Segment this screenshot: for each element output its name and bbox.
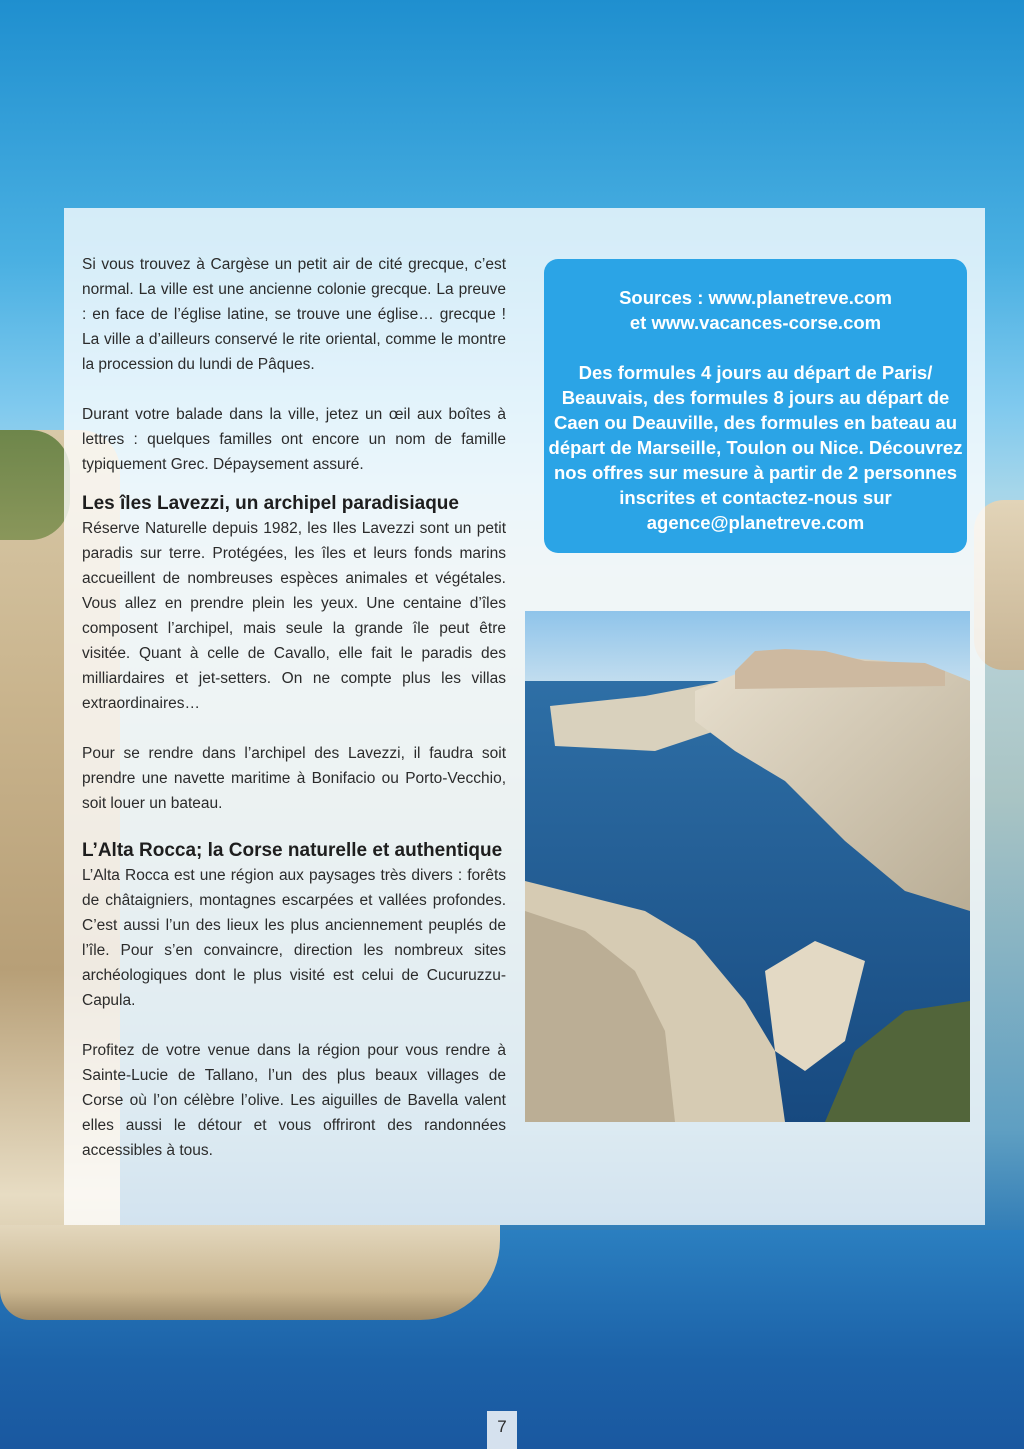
sources-line-2: et www.vacances-corse.com bbox=[629, 312, 882, 333]
left-column bbox=[82, 252, 506, 1163]
background-vegetation bbox=[0, 430, 70, 540]
info-box bbox=[544, 259, 967, 553]
background-rock-bottom bbox=[0, 1225, 500, 1320]
sources-text bbox=[544, 285, 967, 335]
paragraph-alta-rocca: L’Alta Rocca est une région aux paysages très divers : forêts de châtaigniers, montagnes escarpées et vallées profondes. C’est aussi l’un des lieux les plus anciennement peuplés de l’île. Pour s’en convaincre, direction les nombreux sites archéologiques dont le plus visité est celui de Cucuruzzu-Capula. bbox=[82, 867, 506, 1009]
page-number: 7 bbox=[487, 1411, 517, 1449]
paragraph-cargese: Si vous trouvez à Cargèse un petit air de cité grecque, c’est normal. La ville est une ancienne colonie grecque. La preuve : en face de l’église latine, se trouve une église… grecque ! La ville a d’ailleurs conservé le rite oriental, comme le montre la procession du lundi de Pâques. bbox=[82, 256, 506, 373]
bonifacio-cliffs-photo bbox=[525, 611, 970, 1122]
paragraph-sainte-lucie: Profitez de votre venue dans la région pour vous rendre à Sainte-Lucie de Tallano, l’un des plus beaux villages de Corse où l’on célèbre l’olive. Les aiguilles de Bavella valent elles aussi le détour et vous offriront des randonnées accessibles à tous. bbox=[82, 1042, 506, 1159]
paragraph-lavezzi-access: Pour se rendre dans l’archipel des Lavezzi, il faudra soit prendre une navette maritime à Bonifacio ou Porto-Vecchio, soit louer un bateau. bbox=[82, 745, 506, 812]
paragraph-boites-lettres: Durant votre balade dans la ville, jetez un œil aux boîtes à lettres : quelques familles ont encore un nom de famille typiquement Grec. Dépaysement assuré. bbox=[82, 406, 506, 473]
heading-alta-rocca: L’Alta Rocca; la Corse naturelle et authentique bbox=[82, 840, 503, 861]
sources-line-1: Sources : www.planetreve.com bbox=[619, 287, 892, 308]
paragraph-lavezzi: Réserve Naturelle depuis 1982, les Iles Lavezzi sont un petit paradis sur terre. Protégées, les îles et leurs fonds marins accueillent de nombreuses espèces animales et végétales. Vous allez en prendre plein les yeux. Une centaine d’îles composent l’archipel, mais seule la grande île peut être visitée. Quant à celle de Cavallo, elle fait le paradis des milliardaires et jet-setters. On ne compte plus les villas extraordinaires… bbox=[82, 520, 506, 712]
heading-lavezzi: Les îles Lavezzi, un archipel paradisiaque bbox=[82, 493, 459, 514]
offer-text: Des formules 4 jours au départ de Paris/ Beauvais, des formules 8 jours au départ de Caen ou Deauville, des formules en bateau au départ de Marseille, Toulon ou Nice. Découvrez nos offres sur mesure à partir de 2 personnes inscrites et contactez-nous sur agence@planetreve.com bbox=[548, 362, 963, 533]
